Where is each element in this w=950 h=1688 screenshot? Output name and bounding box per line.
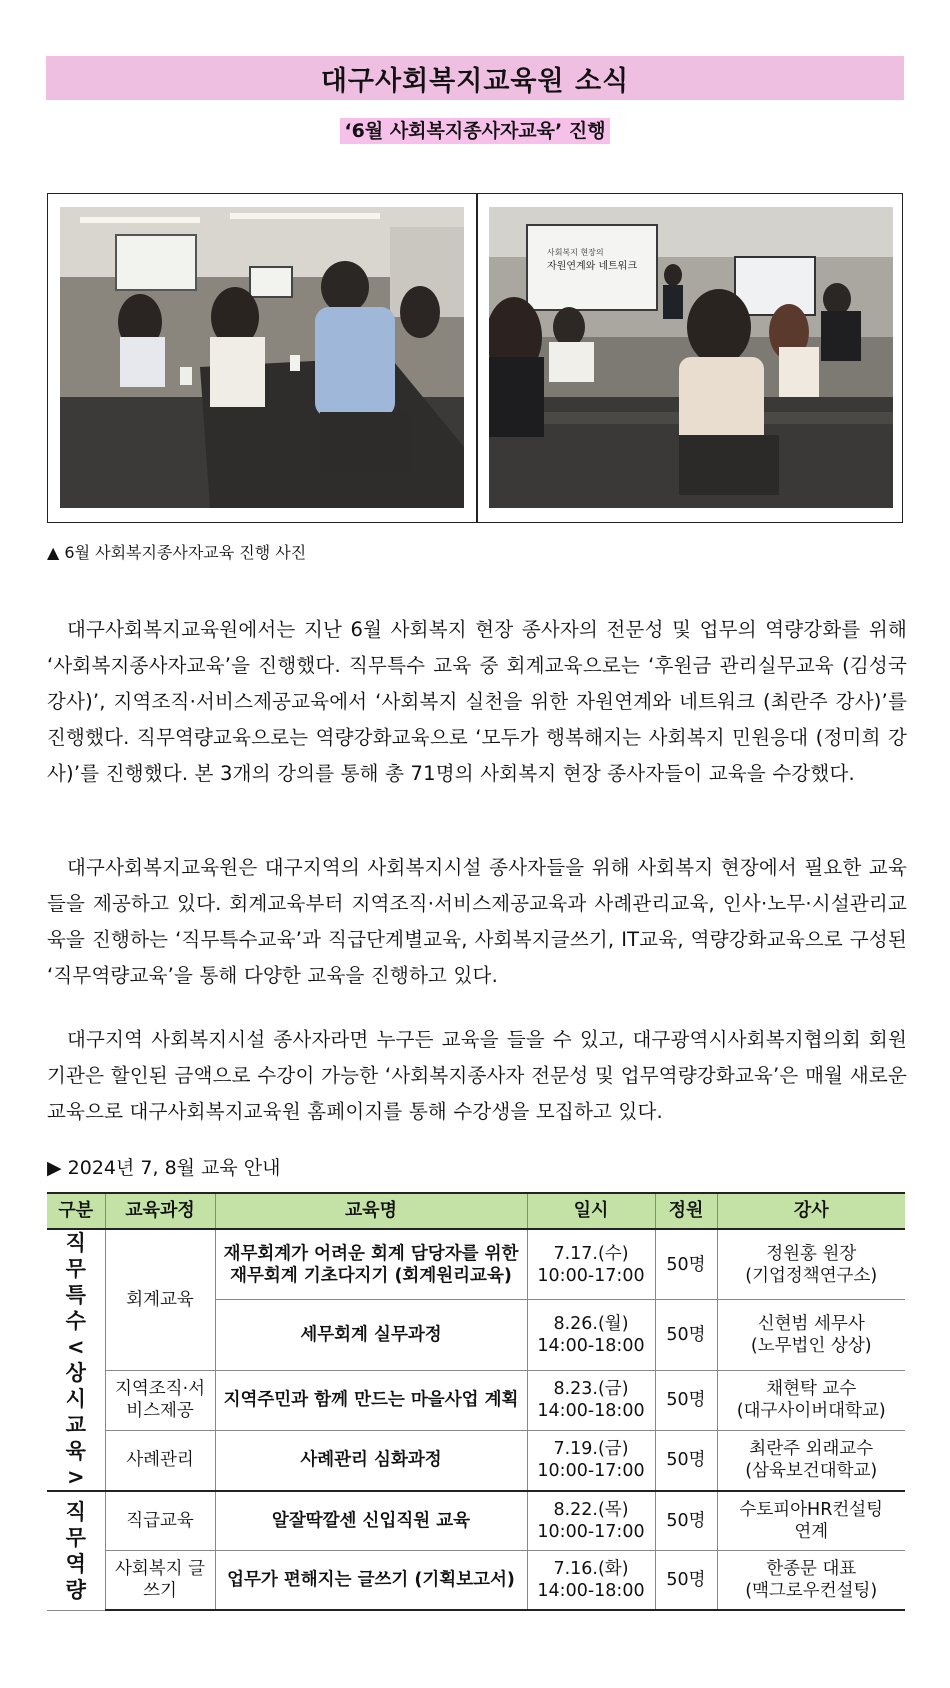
category-cell <box>47 1229 105 1491</box>
time-text: 14:00-18:00 <box>537 1401 645 1422</box>
course-cell: 지역조직·서비스제공 <box>105 1370 215 1430</box>
instructor-org: (노무법인 상상) <box>750 1336 872 1356</box>
instructor-cell <box>717 1370 905 1430</box>
slide-line-2: 자원연계와 네트워크 <box>547 261 638 272</box>
course-cell: 사회복지 글쓰기 <box>105 1551 215 1611</box>
schedule-table <box>47 1192 905 1611</box>
course-cell: 회계교육 <box>105 1229 215 1370</box>
instructor-name: 채현탁 교수 <box>766 1379 857 1400</box>
course-cell: 직급교육 <box>105 1491 215 1551</box>
paragraph: 대구지역 사회복지시설 종사자라면 누구든 교육을 들을 수 있고, 대구광역시사회복지협의회 회원기관은 할인된 금액으로 수강이 가능한 ‘사회복지종사자 전문성 및 업무역량강화교육’은 매월 새로운 교육으로 대구사회복지교육원 홈페이지를 통해 수강생을 모집하고 있다. <box>47 1027 907 1123</box>
time-text: 10:00-17:00 <box>537 1265 645 1286</box>
capacity-cell: 50명 <box>655 1491 717 1551</box>
instructor-cell <box>717 1491 905 1551</box>
category-label: 직무역량 <box>65 1499 86 1602</box>
instructor-name: 정원홍 원장 <box>766 1243 857 1264</box>
capacity-cell: 50명 <box>655 1370 717 1430</box>
table-row <box>47 1229 905 1300</box>
column-header: 교육명 <box>215 1193 527 1229</box>
instructor-org: 연계 <box>794 1522 829 1542</box>
course-name-cell: 업무가 편해지는 글쓰기 (기획보고서) <box>215 1551 527 1611</box>
subtitle-text: ‘6월 사회복지종사자교육’ 진행 <box>340 118 609 144</box>
course-name-cell: 알잘딱깔센 신입직원 교육 <box>215 1491 527 1551</box>
column-header: 일시 <box>527 1193 655 1229</box>
photo-caption: ▲ 6월 사회복지종사자교육 진행 사진 <box>47 543 307 562</box>
time-text: 10:00-17:00 <box>537 1461 645 1482</box>
capacity-cell: 50명 <box>655 1229 717 1300</box>
instructor-org: (삼육보건대학교) <box>745 1461 878 1482</box>
datetime-cell <box>527 1430 655 1491</box>
page-title: 대구사회복지교육원 소식 <box>320 65 630 97</box>
datetime-cell <box>527 1491 655 1551</box>
table-row <box>47 1430 905 1491</box>
paragraph: 대구사회복지교육원에서는 지난 6월 사회복지 현장 종사자의 전문성 및 업무의 역량강화를 위해 ‘사회복지종사자교육’을 진행했다. 직무특수 교육 중 회계교육으로는 ‘후원금 관리실무교육 (김성국 강사)’, 지역조직·서비스제공교육에서 ‘사회복지 실천을 위한 자원연계와 네트워크 (최란주 강사)’를 진행했다. 직무역량교육으로는 역량강화교육으로 ‘모두가 행복해지는 사회복지 민원응대 (정미희 강사)’를 진행했다. 본 3개의 강의를 통해 총 71명의 사회복지 현장 종사자들이 교육을 수강했다. <box>47 617 907 785</box>
datetime-cell <box>527 1229 655 1300</box>
instructor-name: 수토피아HR컨설팅 <box>739 1500 884 1520</box>
category-label: 직무특수 <상시교육> <box>65 1231 86 1489</box>
instructor-cell <box>717 1300 905 1370</box>
date-text: 8.26.(월) <box>553 1314 629 1334</box>
instructor-cell <box>717 1229 905 1300</box>
capacity-cell: 50명 <box>655 1551 717 1611</box>
datetime-cell <box>527 1370 655 1430</box>
course-cell: 사례관리 <box>105 1430 215 1491</box>
photo-divider <box>476 193 478 523</box>
instructor-name: 한종문 대표 <box>766 1559 857 1579</box>
slide-line-1: 사회복지 현장의 <box>547 248 604 257</box>
date-text: 8.22.(목) <box>553 1500 629 1520</box>
capacity-cell: 50명 <box>655 1430 717 1491</box>
datetime-cell <box>527 1300 655 1370</box>
table-row <box>47 1491 905 1551</box>
instructor-name: 최란주 외래교수 <box>749 1439 874 1460</box>
course-name-cell: 세무회계 실무과정 <box>215 1300 527 1370</box>
subtitle <box>0 116 950 143</box>
time-text: 14:00-18:00 <box>537 1581 645 1601</box>
course-name-cell: 사례관리 심화과정 <box>215 1430 527 1491</box>
table-header-row <box>47 1193 905 1229</box>
column-header: 교육과정 <box>105 1193 215 1229</box>
instructor-name: 신현범 세무사 <box>757 1314 865 1334</box>
paragraph: 대구사회복지교육원은 대구지역의 사회복지시설 종사자들을 위해 사회복지 현장에서 필요한 교육들을 제공하고 있다. 회계교육부터 지역조직·서비스제공교육과 사례관리교육, 인사·노무·시설관리교육을 진행하는 ‘직무특수교육’과 직급단계별교육, 사회복지글쓰기, IT교육, 역량강화교육으로 구성된 ‘직무역량교육’을 통해 다양한 교육을 진행하고 있다. <box>47 855 907 987</box>
course-name-cell: 재무회계가 어려운 회계 담당자를 위한 재무회계 기초다지기 (회계원리교육) <box>215 1229 527 1300</box>
date-text: 7.17.(수) <box>553 1243 629 1264</box>
date-text: 7.16.(화) <box>553 1559 629 1579</box>
page-title-bar <box>46 56 904 100</box>
table-row <box>47 1551 905 1611</box>
datetime-cell <box>527 1551 655 1611</box>
instructor-cell <box>717 1551 905 1611</box>
classroom-photo-left <box>60 207 464 508</box>
instructor-org: (맥그로우컨설팅) <box>745 1581 878 1601</box>
column-header: 정원 <box>655 1193 717 1229</box>
course-name-cell: 지역주민과 함께 만드는 마을사업 계획 <box>215 1370 527 1430</box>
column-header: 강사 <box>717 1193 905 1229</box>
instructor-org: (대구사이버대학교) <box>736 1401 886 1422</box>
date-text: 7.19.(금) <box>553 1439 629 1460</box>
category-cell <box>47 1491 105 1610</box>
schedule-heading: ▶ 2024년 7, 8월 교육 안내 <box>47 1157 281 1179</box>
instructor-org: (기업정책연구소) <box>745 1265 878 1286</box>
time-text: 10:00-17:00 <box>537 1522 645 1542</box>
time-text: 14:00-18:00 <box>537 1336 645 1356</box>
date-text: 8.23.(금) <box>553 1379 629 1400</box>
classroom-photo-right <box>489 207 893 508</box>
capacity-cell: 50명 <box>655 1300 717 1370</box>
table-row <box>47 1370 905 1430</box>
column-header: 구분 <box>47 1193 105 1229</box>
instructor-cell <box>717 1430 905 1491</box>
